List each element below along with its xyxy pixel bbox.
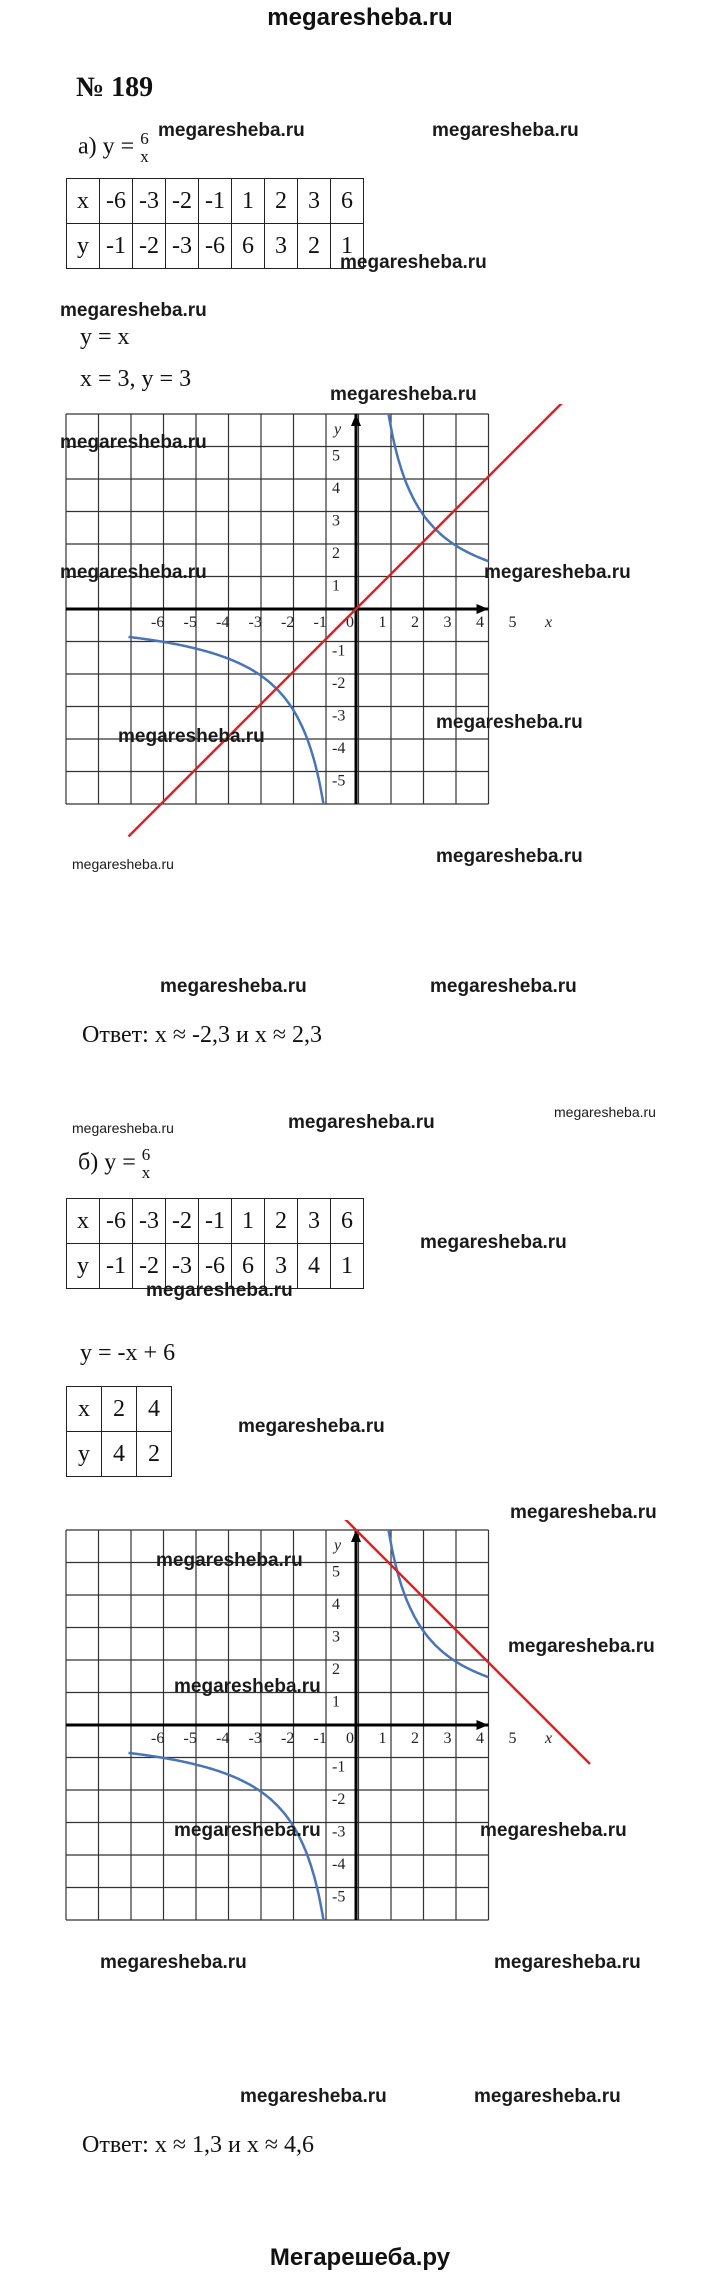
part-a-answer: Ответ: x ≈ -2,3 и x ≈ 2,3 bbox=[82, 1022, 322, 1048]
watermark: megaresheba.ru bbox=[72, 1120, 174, 1136]
x-tick-label: -6 bbox=[151, 614, 165, 631]
table-cell: -2 bbox=[166, 1199, 199, 1244]
x-tick-label: 2 bbox=[411, 1730, 419, 1747]
part-b-answer: Ответ: x ≈ 1,3 и x ≈ 4,6 bbox=[82, 2132, 315, 2158]
part-b-line-table bbox=[66, 1386, 172, 1477]
watermark: megaresheba.ru bbox=[60, 300, 207, 321]
hyperbola-branch-positive bbox=[387, 1520, 584, 1697]
table-header-cell: y bbox=[67, 224, 100, 269]
x-tick-label: -1 bbox=[313, 1730, 327, 1747]
table-row bbox=[67, 224, 364, 269]
table-cell: -3 bbox=[166, 1244, 199, 1289]
table-header-cell: x bbox=[67, 1199, 100, 1244]
problem-number: № 189 bbox=[76, 72, 154, 103]
part-a-graph bbox=[0, 404, 720, 1004]
x-axis-name: x bbox=[545, 614, 553, 631]
table-cell: 2 bbox=[298, 224, 331, 269]
watermark: megaresheba.ru bbox=[238, 1416, 385, 1437]
table-header-cell: x bbox=[67, 179, 100, 224]
watermark: megaresheba.ru bbox=[494, 1952, 641, 1973]
table-cell: -3 bbox=[133, 1199, 166, 1244]
part-a-label: а) y = bbox=[78, 133, 135, 160]
table-cell: -1 bbox=[100, 1244, 133, 1289]
x-tick-label: -4 bbox=[216, 1730, 230, 1747]
x-tick-label: 1 bbox=[378, 614, 387, 631]
part-b-line-equation: y = -x + 6 bbox=[80, 1340, 176, 1366]
y-axis-arrow bbox=[351, 414, 361, 426]
x-axis-arrow bbox=[477, 604, 489, 614]
x-axis-name: x bbox=[545, 1730, 553, 1747]
site-header[interactable]: megaresheba.ru bbox=[267, 4, 453, 31]
table-cell: 6 bbox=[331, 1199, 364, 1244]
x-tick-label: 4 bbox=[476, 614, 484, 631]
site-footer[interactable]: Мегарешеба.ру bbox=[269, 2244, 451, 2271]
hyperbola-branch-positive bbox=[387, 404, 584, 581]
watermark: megaresheba.ru bbox=[330, 384, 477, 405]
table-cell: -6 bbox=[100, 1199, 133, 1244]
table-row bbox=[67, 179, 364, 224]
x-tick-label: -6 bbox=[151, 1730, 165, 1747]
table-cell: -1 bbox=[199, 179, 232, 224]
table-cell: 1 bbox=[232, 179, 265, 224]
table-header-cell: x bbox=[67, 1387, 102, 1432]
watermark: megaresheba.ru bbox=[72, 856, 174, 872]
x-tick-label: 5 bbox=[508, 1730, 517, 1747]
y-tick-label: 1 bbox=[332, 1693, 340, 1711]
table-cell: 6 bbox=[331, 179, 364, 224]
x-tick-label: -3 bbox=[248, 614, 262, 631]
table-cell: 4 bbox=[137, 1387, 172, 1432]
part-a-line-equation: y = x bbox=[80, 324, 130, 350]
x-tick-label: -4 bbox=[216, 614, 230, 631]
x-tick-label: 3 bbox=[443, 614, 452, 631]
table-header-cell: y bbox=[67, 1432, 102, 1477]
table-cell: -2 bbox=[166, 179, 199, 224]
y-axis-name: y bbox=[334, 1537, 342, 1554]
watermark: megaresheba.ru bbox=[420, 1232, 567, 1253]
y-tick-label: -1 bbox=[332, 1758, 346, 1776]
table-cell: 3 bbox=[265, 1244, 298, 1289]
part-b-equation bbox=[78, 1146, 150, 1182]
table-header-cell: y bbox=[67, 1244, 100, 1289]
watermark: megaresheba.ru bbox=[100, 1952, 247, 1973]
part-b-label: б) y = bbox=[78, 1149, 136, 1176]
y-tick-label: 2 bbox=[332, 545, 340, 562]
table-row bbox=[67, 1199, 364, 1244]
x-tick-label: 5 bbox=[508, 614, 517, 631]
watermark: megaresheba.ru bbox=[432, 120, 579, 141]
table-cell: -3 bbox=[166, 224, 199, 269]
y-tick-label: 1 bbox=[332, 577, 340, 595]
x-tick-label: -5 bbox=[183, 1730, 197, 1747]
table-cell: 2 bbox=[265, 1199, 298, 1244]
table-cell: -6 bbox=[100, 179, 133, 224]
table-cell: 1 bbox=[232, 1199, 265, 1244]
watermark: megaresheba.ru bbox=[156, 1550, 303, 1571]
watermark: megaresheba.ru bbox=[340, 252, 487, 273]
fraction-denominator: x bbox=[141, 1163, 151, 1182]
part-b-value-table bbox=[66, 1198, 364, 1289]
table-cell: -6 bbox=[199, 1244, 232, 1289]
watermark: megaresheba.ru bbox=[430, 976, 577, 997]
fraction-numerator: 6 bbox=[141, 1145, 151, 1164]
watermark: megaresheba.ru bbox=[436, 712, 583, 733]
x-tick-label: 0 bbox=[346, 614, 354, 631]
table-cell: 1 bbox=[331, 224, 364, 269]
table-cell: 6 bbox=[232, 1244, 265, 1289]
table-cell: 2 bbox=[102, 1387, 137, 1432]
y-tick-label: -2 bbox=[332, 675, 346, 692]
watermark: megaresheba.ru bbox=[240, 2086, 387, 2107]
y-tick-label: -3 bbox=[332, 707, 346, 725]
x-tick-label: -5 bbox=[183, 614, 197, 631]
table-cell: 2 bbox=[265, 179, 298, 224]
y-tick-label: 4 bbox=[332, 480, 340, 497]
y-tick-label: -1 bbox=[332, 642, 346, 660]
y-tick-label: 2 bbox=[332, 1661, 340, 1678]
y-tick-label: 3 bbox=[332, 512, 340, 530]
part-b-fraction bbox=[142, 1146, 151, 1182]
part-a-fraction bbox=[140, 130, 149, 166]
watermark: megaresheba.ru bbox=[60, 432, 207, 453]
watermark: megaresheba.ru bbox=[510, 1502, 657, 1523]
x-tick-label: -3 bbox=[248, 1730, 262, 1747]
x-tick-label: -1 bbox=[313, 614, 327, 631]
table-cell: 6 bbox=[232, 224, 265, 269]
y-tick-label: -5 bbox=[332, 772, 346, 790]
y-tick-label: 4 bbox=[332, 1596, 340, 1613]
y-tick-label: -5 bbox=[332, 1888, 346, 1906]
y-tick-label: -4 bbox=[332, 740, 346, 757]
x-tick-label: -2 bbox=[281, 1730, 295, 1747]
y-tick-label: -4 bbox=[332, 1856, 346, 1873]
table-cell: 3 bbox=[298, 179, 331, 224]
y-tick-label: -3 bbox=[332, 1823, 346, 1841]
table-cell: -1 bbox=[100, 224, 133, 269]
table-cell: 2 bbox=[137, 1432, 172, 1477]
watermark: megaresheba.ru bbox=[554, 1104, 656, 1120]
part-a-value-table bbox=[66, 178, 364, 269]
watermark: megaresheba.ru bbox=[480, 1820, 627, 1841]
y-tick-label: 3 bbox=[332, 1628, 340, 1646]
part-a-point-note: x = 3, y = 3 bbox=[80, 366, 192, 392]
table-cell: 3 bbox=[265, 224, 298, 269]
watermark: megaresheba.ru bbox=[484, 562, 631, 583]
watermark: megaresheba.ru bbox=[174, 1676, 321, 1697]
x-tick-label: 2 bbox=[411, 614, 419, 631]
table-cell: 3 bbox=[298, 1199, 331, 1244]
table-cell: 4 bbox=[298, 1244, 331, 1289]
x-axis-arrow bbox=[477, 1720, 489, 1730]
watermark: megaresheba.ru bbox=[60, 562, 207, 583]
table-cell: 1 bbox=[331, 1244, 364, 1289]
x-tick-label: 0 bbox=[346, 1730, 354, 1747]
fraction-denominator: x bbox=[140, 147, 149, 166]
fraction-numerator: 6 bbox=[140, 129, 149, 148]
table-cell: 4 bbox=[102, 1432, 137, 1477]
watermark: megaresheba.ru bbox=[436, 846, 583, 867]
watermark: megaresheba.ru bbox=[158, 120, 305, 141]
table-cell: -2 bbox=[133, 1244, 166, 1289]
table-cell: -1 bbox=[199, 1199, 232, 1244]
watermark: megaresheba.ru bbox=[146, 1280, 293, 1301]
y-tick-label: 5 bbox=[332, 1563, 340, 1581]
table-row bbox=[67, 1432, 172, 1477]
y-tick-label: -2 bbox=[332, 1791, 346, 1808]
y-axis-name: y bbox=[334, 421, 342, 438]
x-tick-label: 3 bbox=[443, 1730, 452, 1747]
table-cell: -3 bbox=[133, 179, 166, 224]
x-tick-label: 1 bbox=[378, 1730, 387, 1747]
watermark: megaresheba.ru bbox=[118, 726, 265, 747]
table-cell: -2 bbox=[133, 224, 166, 269]
x-tick-label: 4 bbox=[476, 1730, 484, 1747]
watermark: megaresheba.ru bbox=[508, 1636, 655, 1657]
table-cell: -6 bbox=[199, 224, 232, 269]
watermark: megaresheba.ru bbox=[474, 2086, 621, 2107]
watermark: megaresheba.ru bbox=[288, 1112, 435, 1133]
y-tick-label: 5 bbox=[332, 447, 340, 465]
watermark: megaresheba.ru bbox=[160, 976, 307, 997]
x-tick-label: -2 bbox=[281, 614, 295, 631]
part-a-equation bbox=[78, 130, 149, 166]
table-row bbox=[67, 1387, 172, 1432]
watermark: megaresheba.ru bbox=[174, 1820, 321, 1841]
